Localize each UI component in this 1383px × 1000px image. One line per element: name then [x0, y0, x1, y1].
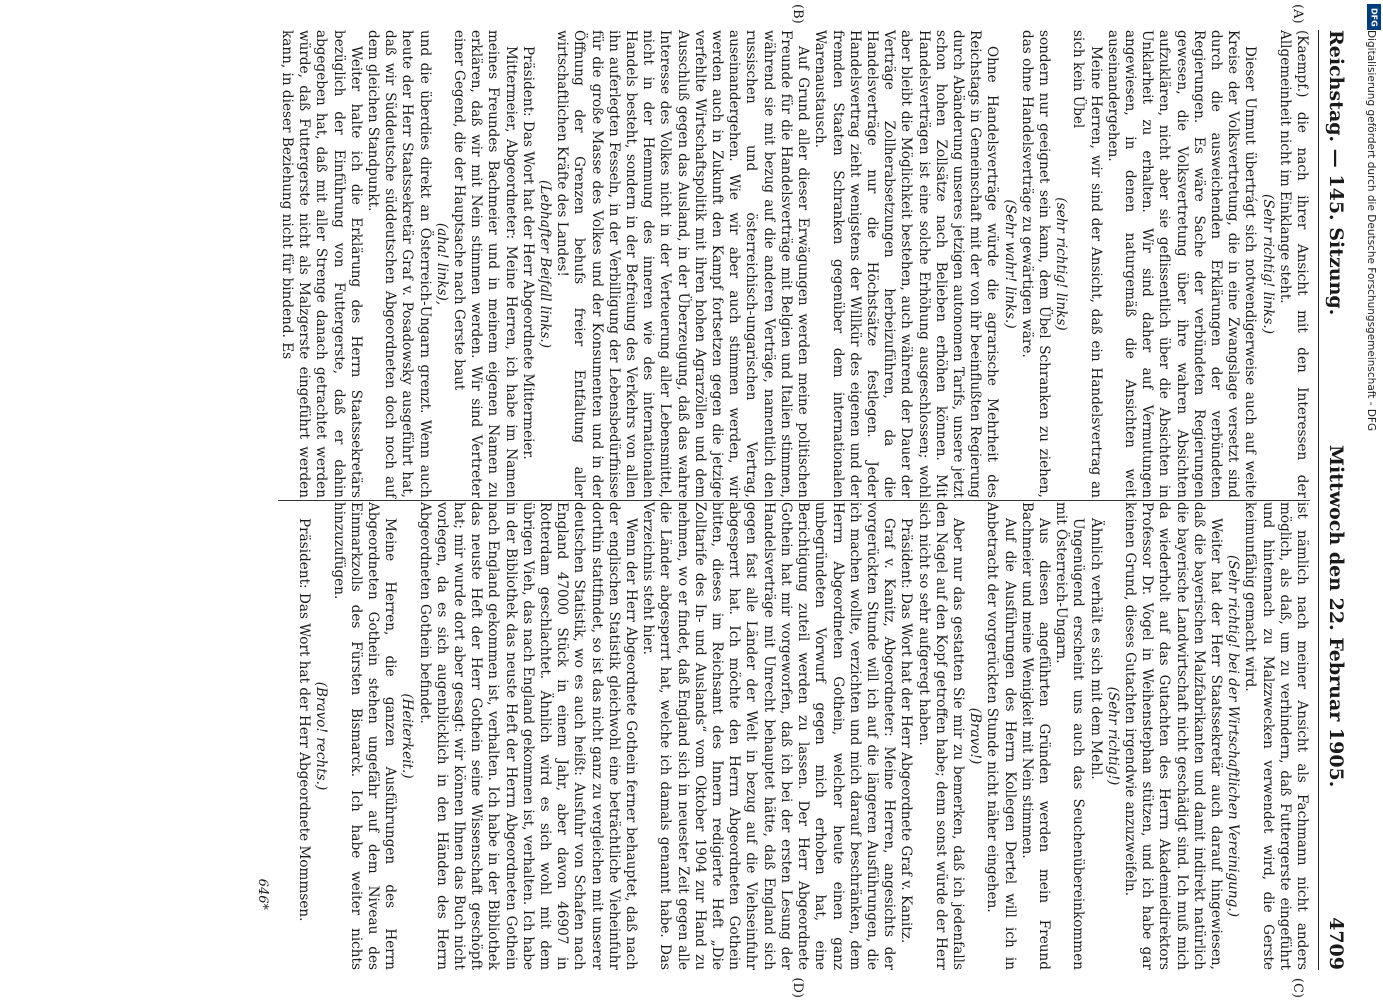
margin-marker-b: (B) [790, 4, 805, 24]
paragraph: Auf Grund aller dieser Erwägungen werden meine politischen Freunde für die Handelsverträge mit Belgien und Italien stimmen, während sie mit bezug auf die anderen Verträge, namentlich den russischen und österreichisch-ungarischen Vertrag, auseinandergehen. Wie wir aber auch stimmen werden, wir werden auch in Zukunft den Kampf fortsetzen gegen die jetzige verfehlte Wirtschaftspolitik mit ihren hohen Agrarzöllen und dem Ausschluß gegen das Ausland, in der Überzeugung, daß das wahre Interesse des Volkes nicht in der Verteuerung aller Lebensmittel, nicht in der Hemmung des inneren wie des internationalen Handels besteht, sondern in der Befreiung des Verkehrs von allen ihn auferlegten Fesseln, in der Verbilligung der Lebensbedürfnisse für die große Masse des Volkes und der Konsumenten und in der Öffnung der Grenzen behufs freier Entfaltung aller wirtschaftlichen Kräfte des Landes! [554, 30, 812, 498]
margin-marker-d: (D) [790, 977, 805, 998]
paragraph: Weiter hat der Herr Staatssekretär auch darauf hingewiesen, daß die bayerischen Malzfabrikanten und damit indirekt natürlich die bayerische Landwirtschaft nicht geschädigt sind. Ich muß mich da wiederholt auf das Gutachten des Herrn Akademiedirektors Professor Dr. Vogel in Weihenstephan stützen, und ich habe gar keinen Grund, dieses Gutachten irgendwie anzuzweifeln. [1121, 502, 1224, 970]
margin-marker-c: (C) [1290, 977, 1305, 998]
interjection: (Sehr richtig! links.) [1259, 193, 1276, 335]
interjection: (aha! links), [433, 222, 450, 306]
paragraph: Dieser Unmut übertrágt sich notwendigerweise auch auf weite Kreise der Volksvertretung, die in eine Zwangslage versetzt sind durch die ausweichenden Erklärungen der verbündeten Regierungen. Es wäre Sache der verbündeten Regierungen gewesen, die Volksvertretung über ihre wahren Absichten aufzuklären, nicht aber sie geflissentlich über die Absichten in Unklarheit zu erhalten. Wir sind daher auf Vermutungen angewiesen, in denen naturgemäß die Ansichten weit auseinandergehen. [1104, 30, 1259, 498]
paragraph: Meine Herren, die ganzen Ausführungen des Herrn Abgeordneten Gothein stehen ungefähr auf dem Niveau des Einmarkzolls des Fürsten Bismarck. Ich habe weiter nichts hinzuzufügen. [330, 502, 399, 970]
digitization-note-text: Digitalisierung gefördert durch die Deutsche Forschungsgemeinschaft - DFG [1365, 30, 1377, 432]
margin-marker-a: (A) [1290, 4, 1305, 24]
interjection: (Bravo!) [967, 707, 984, 765]
interjection: (Sehr wahr! links.) [1001, 199, 1018, 329]
paragraph: sondern nur geeignet sein kann, dem Übel Schranken zu ziehen, das ohne Handelsverträge zu gewärtigen wäre. [1018, 30, 1052, 498]
paragraph: Präsident: Das Wort hat der Herr Abgeordnete Mittermeier. [519, 46, 536, 460]
paragraph: Präsident: Das Wort hat der Herr Abgeordnete Mommsen. [296, 518, 313, 922]
paragraph: Meine Herren, wir sind der Ansicht, daß ein Handelsvertrag an sich kein Übel [1070, 30, 1104, 498]
column-divider [278, 500, 1310, 501]
paragraph: Weiter halte ich die Erklärung des Herrn Staatssekretärs bezüglich der Einführung von Futtergerste, daß er dahin abgegeben hat, daß mit aller Strenge danach getrachtet werden würde, daß Futtergerste nicht als Malzgerste eingeführt werden kann, in dieser Beziehung nicht für bindend. Es [279, 30, 364, 498]
paragraph: Auf die Ausführungen des Herrn Kollegen Dertel will ich in Anbetracht der vorgerückten Stunde nicht näher eingehen. [984, 502, 1018, 970]
paragraph: Präsident: Das Wort hat der Herr Abgeordnete Graf v. Kanitz. [898, 518, 915, 944]
page-number: 4709 [1325, 917, 1347, 970]
paragraph: (Kaempf.) die nach ihrer Ansicht mit den Interessen der Allgemeinheit nicht im Einklange steht. [1276, 30, 1310, 498]
paragraph: Ungenügend erscheint uns auch das Seuchenübereinkommen mit Österreich-Ungarn. [1053, 502, 1087, 970]
paragraph: ist nämlich nach meiner Ansicht als Fachmann nicht anders möglich, als daß, um zu verhindern, daß Futtergerste eingeführt und hintennach zu Malzzwecken verwendet wird, die Gerste keimunfähig gemacht wird. [1242, 502, 1310, 970]
left-column [278, 30, 1310, 498]
interjection: (sehr richtig! links) [1053, 197, 1070, 331]
running-header [1318, 30, 1347, 970]
paragraph: Wenn der Herr Abgeordnete Gothein ferner behauptet, daß nach der englischen Statistik gleichwohl eine beträchtliche Vieheinfuhr dorthin stattfindet, so ist das nicht ganz zu vergleichen mit unserer deutschen Statistik, wo es auch heißt: Ausfuhr von Schafen nach England 47000 Stück in einem Jahr, aber davon 46907 in Rotterdam geschlachtet. Ähnlich wird es sich wohl mit dem übrigen Vieh, das nach England gekommen ist, verhalten. Ich habe in der Bibliothek das neuste Heft der Herrn Abgeordneten Gothein nach England gekommen ist, verhalten. Ich habe in der Bibliothek das neuste Heft der Herr Gothein seine Wissenschaft geschöpft hat; mir wurde dort aber gesagt: wir können Ihnen das Buch nicht vorlegen, da es sich augenblicklich in den Händen des Herrn Abgeordneten Gothein befindet. [416, 502, 640, 970]
paragraph: Aus diesen angeführten Gründen werden mein Freund Bachmeier und meine Wenigkeit mit Nein stimmen. [1018, 502, 1052, 970]
interjection: (Lebhafter Beifall links.) [537, 179, 554, 349]
paragraph: Ohne Handelsverträge würde die agrarische Mehrheit des Reichstags in Gemeinschaft mit der von ihr beeinflußten Regierung durch Abänderung unseres jetzigen autonomen Tarifs, unsere jetzt schon hohen Zollsätze nach Belieben erhöhen können. Mit Handelsverträgen ist eine solche Erhöhung ausgeschlossen; wohl aber bleibt die Möglichkeit bestehen, auch während der Dauer der Verträge Zollherabsetzungen herbeizuführen, da die Handelsverträge nur die Höchstsätze festlegen. Jeder Handelsvertrag zieht wenigstens der Willkür des eigenen und der fremden Staaten Schranken gegenüber dem internationalen Warenaustausch. [812, 30, 1001, 498]
paragraph: Graf v. Kanitz, Abgeordneter: Meine Herren, angesichts der vorgerückten Stunde will ich auf die längeren Ausführungen, die ich machen wollte, verzichten und mich darauf beschränken, dem Herrn Abgeordneten Gothein, welcher heute einen ganz unbegründeten Vorwurf gegen mich erhoben hat, eine Berichtigung zuteil werden zu lassen. Der Herr Abgeordnete Gothein hat mir vorgeworfen, daß ich bei der ersten Lesung der Handelsverträge mit Unrecht behauptet hätte, daß England sich gegen fast alle Länder der Welt in bezug auf die Viehseinfuhr abgesperrt hat. Ich möchte den Herrn Abgeordneten Gothein bitten, dieses im Reichsamt des Innern redigierte Heft „Die Zolltarife des In- und Auslands“ vom Oktober 1904 zur Hand zu nehmen, wo er findet, daß England sich in neuester Zeit gegen alle die Länder abgesperrt hat, welche ich damals genannt habe. Das Verzeichnis steht hier. [640, 502, 898, 970]
text-columns [278, 30, 1310, 970]
right-column [278, 502, 1310, 970]
paragraph: Ähnlich verhält es sich mit dem Mehl. [1087, 518, 1104, 780]
interjection: (Heiterkeit.) [399, 693, 416, 779]
interjection: (Bravo! rechts.) [313, 681, 330, 791]
document-page [95, 0, 1365, 1000]
interjection: (Sehr richtig! bei der Wirtschaftlichen Vereinigung.) [1225, 554, 1242, 918]
dfg-logo: DFG [1367, 4, 1381, 30]
digitization-note [1365, 30, 1379, 990]
paragraph: und die überdies direkt an Österreich-Ungarn grenzt. Wenn auch heute der Herr Staatssekretär Graf v. Posadowsky ausgeführt hat, daß wir Süddeutsche süddeutschen Abgeordneten doch noch auf dem gleichen Standpunkt. [365, 30, 433, 498]
signature-mark: 646* [255, 878, 270, 910]
interjection: (Sehr richtig!) [1104, 686, 1121, 786]
header-left: Reichstag. — 145. Sitzung. [1325, 30, 1347, 316]
paragraph: Aber nur das gestatten Sie mir zu bemerken, daß ich jedenfalls den Nagel auf den Kopf getroffen habe; denn sonst würde der Herr sich nicht so sehr aufgeregt haben. [915, 502, 966, 970]
paragraph: Mittermeier, Abgeordneter: Meine Herren, ich habe im Namen meines Freundes Bachmeier und in meinem eigenen Namen zu erklären, daß wir mit Nein stimmen werden. Wir sind Vertreter einer Gegend, die der Hauptsache nach Gerste baut [451, 30, 519, 498]
header-date: Mittwoch den 22. Februar 1905. [1325, 445, 1347, 788]
